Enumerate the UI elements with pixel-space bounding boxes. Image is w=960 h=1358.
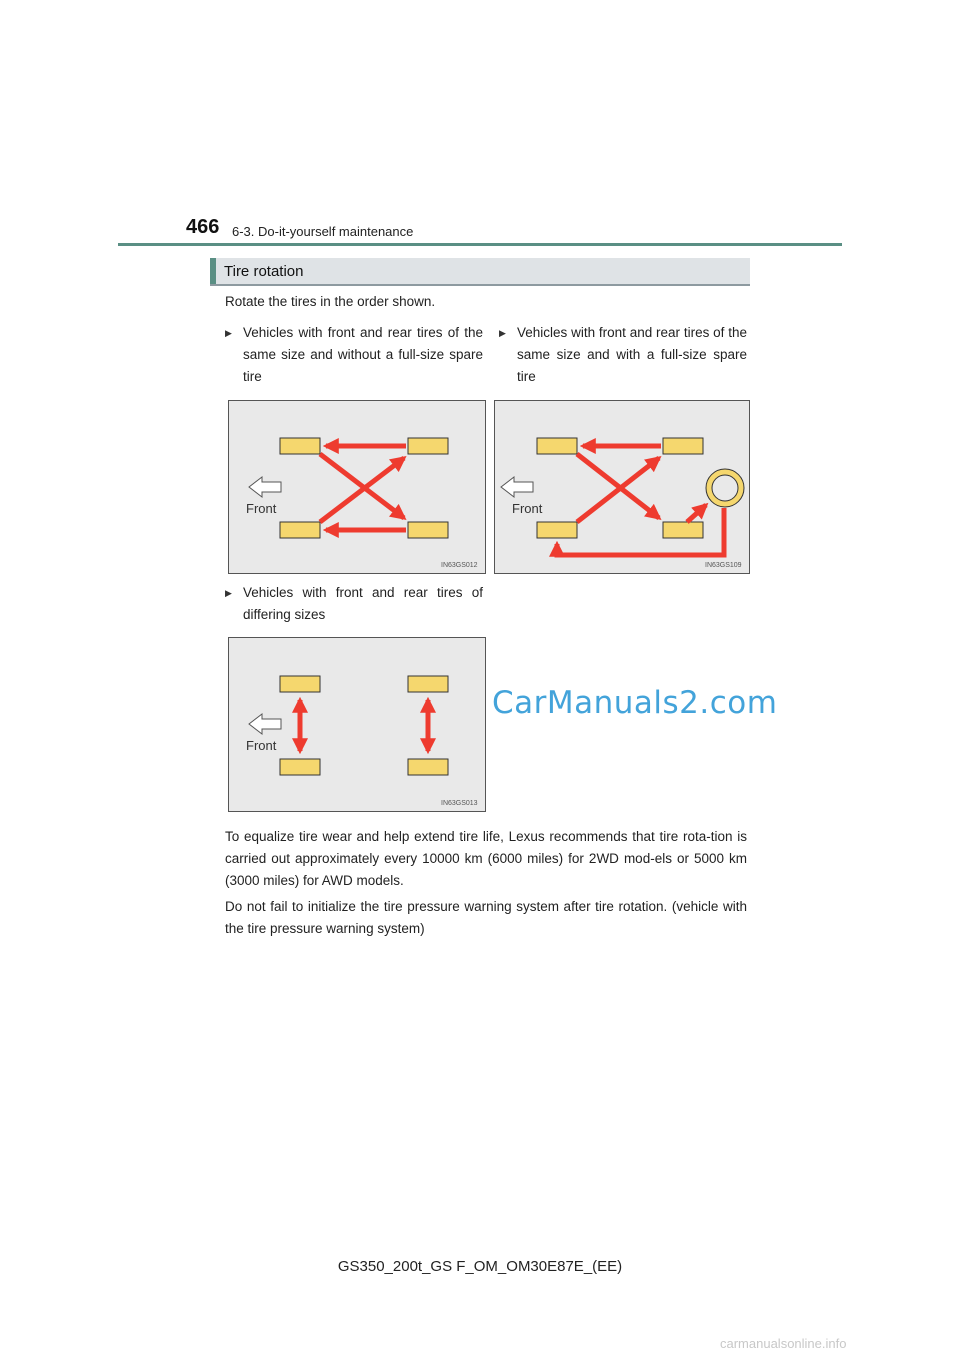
diagram-2-graphic (495, 401, 751, 575)
paragraph-2: Do not fail to initialize the tire pressure warning system after tire rotation. (vehicle with the tire pressure warning system) (225, 899, 747, 936)
tire-rear-left (663, 438, 703, 454)
intro-text: Rotate the tires in the order shown. (225, 294, 436, 309)
front-label-3: Front (246, 738, 277, 753)
diagram-1-graphic (229, 401, 487, 575)
header-rule (118, 243, 842, 246)
diagram-code-1: IN63GS012 (441, 562, 478, 569)
arrow-left-outline-icon (501, 477, 533, 497)
section-title: Tire rotation (224, 263, 304, 280)
tire-rear-left (408, 676, 448, 692)
arrow-rr-to-spare (687, 505, 706, 522)
header-accent (210, 258, 216, 284)
arrow-fr-to-rl (320, 458, 404, 522)
tire-rear-right (408, 759, 448, 775)
tire-front-right (280, 522, 320, 538)
diagram-2 (494, 400, 750, 574)
tire-front-left (280, 676, 320, 692)
section-label: 6-3. Do-it-yourself maintenance (232, 224, 414, 239)
tire-front-right (280, 759, 320, 775)
caption-3-text: Vehicles with front and rear tires of differing sizes (243, 585, 483, 622)
front-label-1: Front (246, 501, 277, 516)
diagram-code-3: IN63GS013 (441, 800, 478, 807)
triangle-right-icon: ▶ (225, 588, 232, 598)
tire-front-left (537, 438, 577, 454)
diagram-3 (228, 637, 486, 812)
arrow-fr-to-rl (577, 458, 659, 522)
triangle-right-icon: ▶ (225, 328, 232, 338)
triangle-right-icon: ▶ (499, 328, 506, 338)
tire-rear-right (408, 522, 448, 538)
front-label-2: Front (512, 501, 543, 516)
section-header (210, 258, 750, 286)
diagram-code-2: IN63GS109 (705, 562, 742, 569)
tire-rear-right (663, 522, 703, 538)
arrow-fl-to-rr (577, 454, 659, 518)
page-number: 466 (186, 216, 220, 238)
page-footer: GS350_200t_GS F_OM_OM30E87E_(EE) (337, 1258, 623, 1275)
paragraph-1: To equalize tire wear and help extend tire life, Lexus recommends that tire rota-tion is carried out approximately every 10000 km (6000 miles) for 2WD mod-els or 5000 km (3000 miles) for AWD models. (225, 829, 747, 888)
caption-3 (225, 582, 483, 626)
tire-rear-left (408, 438, 448, 454)
tire-front-left (280, 438, 320, 454)
diagram-3-graphic (229, 638, 487, 813)
tire-front-right (537, 522, 577, 538)
caption-1-text: Vehicles with front and rear tires of the same size and without a full-size spare tire (243, 325, 483, 384)
arrow-left-outline-icon (249, 477, 281, 497)
caption-1 (225, 322, 483, 388)
caption-2 (499, 322, 747, 388)
arrow-fl-to-rr (320, 454, 404, 518)
diagram-1 (228, 400, 486, 574)
caption-2-text: Vehicles with front and rear tires of the same size and with a full-size spare tire (517, 325, 747, 384)
arrow-left-outline-icon (249, 714, 281, 734)
watermark-logo: CarManuals2.com (492, 685, 778, 721)
watermark-bottom: carmanualsonline.info (720, 1336, 847, 1351)
